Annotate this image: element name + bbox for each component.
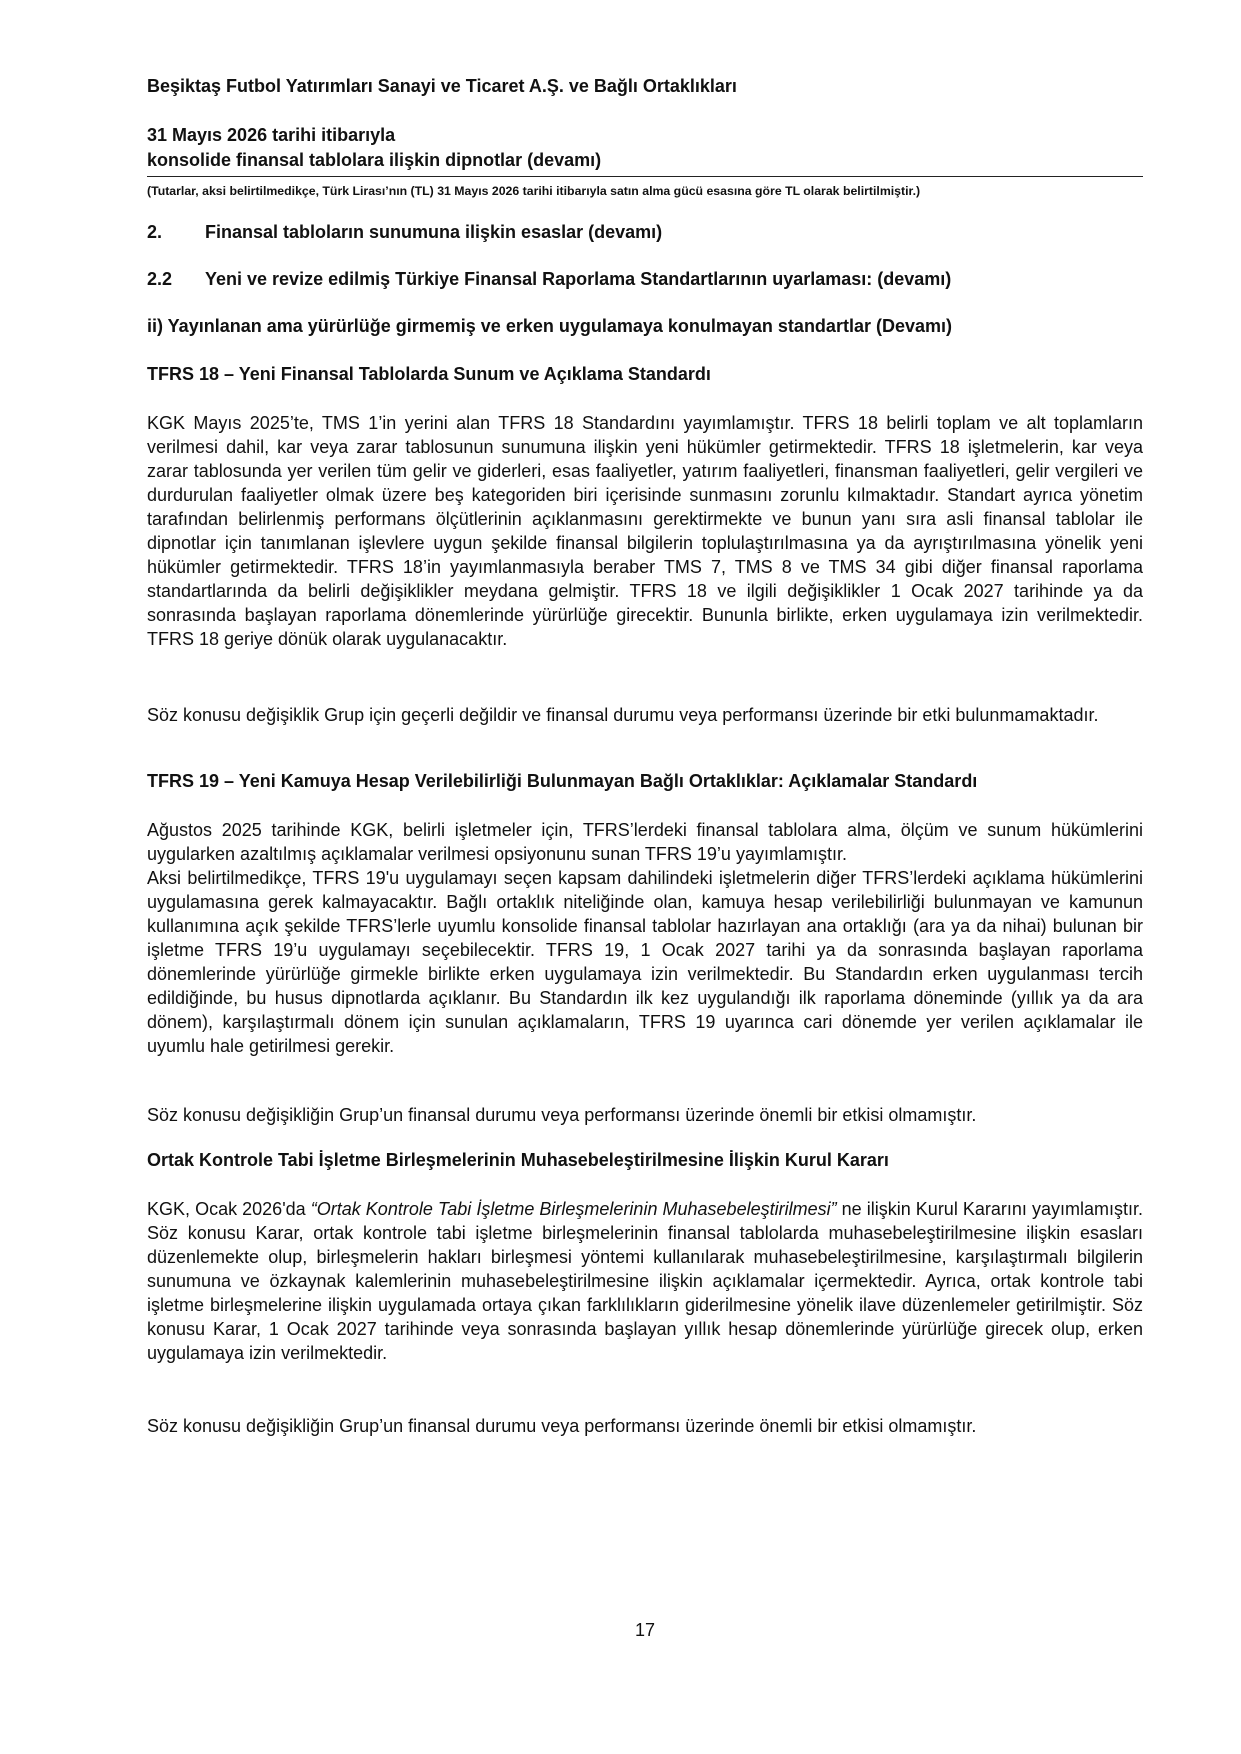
section-number: 2. [147,222,163,242]
kurul-impact: Söz konusu değişikliğin Grup’un finansal durumu veya performansı üzerinde önemli bir etkisi olmamıştır. [147,1416,977,1436]
section-title: Finansal tabloların sunumuna ilişkin esaslar (devamı) [205,222,663,242]
subsection-number: 2.2 [147,269,173,289]
page-number: 17 [634,1620,656,1640]
report-subtitle: konsolide finansal tablolara ilişkin dipnotlar (devamı) [147,150,602,170]
tfrs19-body-2: Aksi belirtilmedikçe, TFRS 19'u uygulamayı seçen kapsam dahilindeki işletmelerin diğer TFRS’lerdeki açıklama hükümlerini uygulamasına gerek kalmayacaktır. Bağlı ortaklık niteliğinde olan, kamuya hesap verilebilirliği bulunmayan ve kamunun kullanımına açık şekilde TFRS’lerle uyumlu konsolide finansal tablolar hazırlayan ana ortaklığı (ara ya da nihai) bulunan bir işletme TFRS 19’u uygulamayı seçebilecektir. TFRS 19, 1 Ocak 2027 tarihi ya da sonrasında başlayan raporlama dönemlerinde yürürlüğe girmekle birlikte erken uygulamaya izin verilmektedir. Bu Standardın erken uygulanması tercih edildiğinde, bu husus dipnotlarda açıklanır. Bu Standardın ilk kez uygulandığı ilk raporlama döneminde (yıllık ya da ara dönem), karşılaştırmalı dönem için sunulan açıklamaların, TFRS 19 uyarınca cari dönemde yer verilen açıklamalar ile uyumlu hale getirilmesi gerekir. [147,868,1143,1056]
header-divider [147,176,1143,177]
kurul-body [147,1197,1143,1365]
tfrs18-impact: Söz konusu değişiklik Grup için geçerli değildir ve finansal durumu veya performansı üzerinde bir etki bulunmamaktadır. [147,705,1099,725]
kurul-heading: Ortak Kontrole Tabi İşletme Birleşmelerinin Muhasebeleştirilmesine İlişkin Kurul Kararı [147,1150,889,1170]
kurul-body-rest: ne ilişkin Kurul Kararını yayımlamıştır. Söz konusu Karar, ortak kontrole tabi işletme birleşmelerinin finansal tablolarda muhasebeleştirilmesine ilişkin esasları düzenlemekte olup, birleşmelerin hakları birleşmesi yöntemi kullanılarak muhasebeleştirilmesine, karşılaştırmalı bilgilerin sunumuna ve özkaynak kalemlerinin muhasebeleştirilmesine ilişkin açıklamalar içermektedir. Ayrıca, ortak kontrole tabi işletme birleşmelerine ilişkin uygulamada ortaya çıkan farklılıkların giderilmesine yönelik ilave düzenlemeler getirilmiştir. Söz konusu Karar, 1 Ocak 2027 tarihinde veya sonrasında başlayan yıllık hesap dönemlerinde yürürlüğe girecek olup, erken uygulamaya izin verilmektedir. [147,1199,1143,1363]
company-name: Beşiktaş Futbol Yatırımları Sanayi ve Ticaret A.Ş. ve Bağlı Ortaklıkları [147,76,737,96]
tfrs19-heading: TFRS 19 – Yeni Kamuya Hesap Verilebilirliği Bulunmayan Bağlı Ortaklıklar: Açıklamalar Standardı [147,771,978,791]
subsubsection-heading: ii) Yayınlanan ama yürürlüğe girmemiş ve erken uygulamaya konulmayan standartlar (Devamı) [147,316,952,336]
report-date: 31 Mayıs 2026 tarihi itibarıyla [147,125,396,145]
subsection-heading [147,269,951,290]
tfrs19-impact: Söz konusu değişikliğin Grup’un finansal durumu veya performansı üzerinde önemli bir etkisi olmamıştır. [147,1105,977,1125]
tfrs18-heading: TFRS 18 – Yeni Finansal Tablolarda Sunum ve Açıklama Standardı [147,364,711,384]
section-heading [147,222,662,243]
currency-note: (Tutarlar, aksi belirtilmedikçe, Türk Lirası’nın (TL) 31 Mayıs 2026 tarihi itibarıyla satın alma gücü esasına göre TL olarak belirtilmiştir.) [147,184,921,198]
tfrs18-body: KGK Mayıs 2025’te, TMS 1’in yerini alan TFRS 18 Standardını yayımlamıştır. TFRS 18 belirli toplam ve alt toplamların verilmesi dahil, kar veya zarar tablosunun sunumuna ilişkin yeni hükümler getirmektedir. TFRS 18 işletmelerin, kar veya zarar tablosunda yer verilen tüm gelir ve giderleri, esas faaliyetler, yatırım faaliyetleri, finansman faaliyetleri, gelir vergileri ve durdurulan faaliyetler olmak üzere beş kategoriden biri içerisinde sunmasını zorunlu kılmaktadır. Standart ayrıca yönetim tarafından belirlenmiş performans ölçütlerinin açıklanmasını gerektirmekte ve bunun yanı sıra asli finansal tablolar ile dipnotlar için tanımlanan işlevlere uygun şekilde finansal bilgilerin toplulaştırılmasına ya da ayrıştırılmasına yönelik yeni hükümler getirmektedir. TFRS 18’in yayımlanmasıyla beraber TMS 7, TMS 8 ve TMS 34 gibi diğer finansal raporlama standartlarında da belirli değişiklikler meydana gelmiştir. TFRS 18 ve ilgili değişiklikler 1 Ocak 2027 tarihinde ya da sonrasında başlayan raporlama dönemlerinde yürürlüğe girecektir. Bununla birlikte, erken uygulamaya izin verilmektedir. TFRS 18 geriye dönük olarak uygulanacaktır. [147,413,1143,649]
subsection-title: Yeni ve revize edilmiş Türkiye Finansal Raporlama Standartlarının uyarlaması: (devamı) [205,269,952,289]
tfrs19-body-1: Ağustos 2025 tarihinde KGK, belirli işletmeler için, TFRS’lerdeki finansal tablolara alma, ölçüm ve sunum hükümlerini uygularken azaltılmış açıklamalar verilmesi opsiyonunu sunan TFRS 19’u yayımlamıştır. [147,820,1143,864]
kurul-body-prefix: KGK, Ocak 2026'da [147,1199,311,1219]
kurul-body-italic: “Ortak Kontrole Tabi İşletme Birleşmelerinin Muhasebeleştirilmesi” [310,1199,837,1219]
